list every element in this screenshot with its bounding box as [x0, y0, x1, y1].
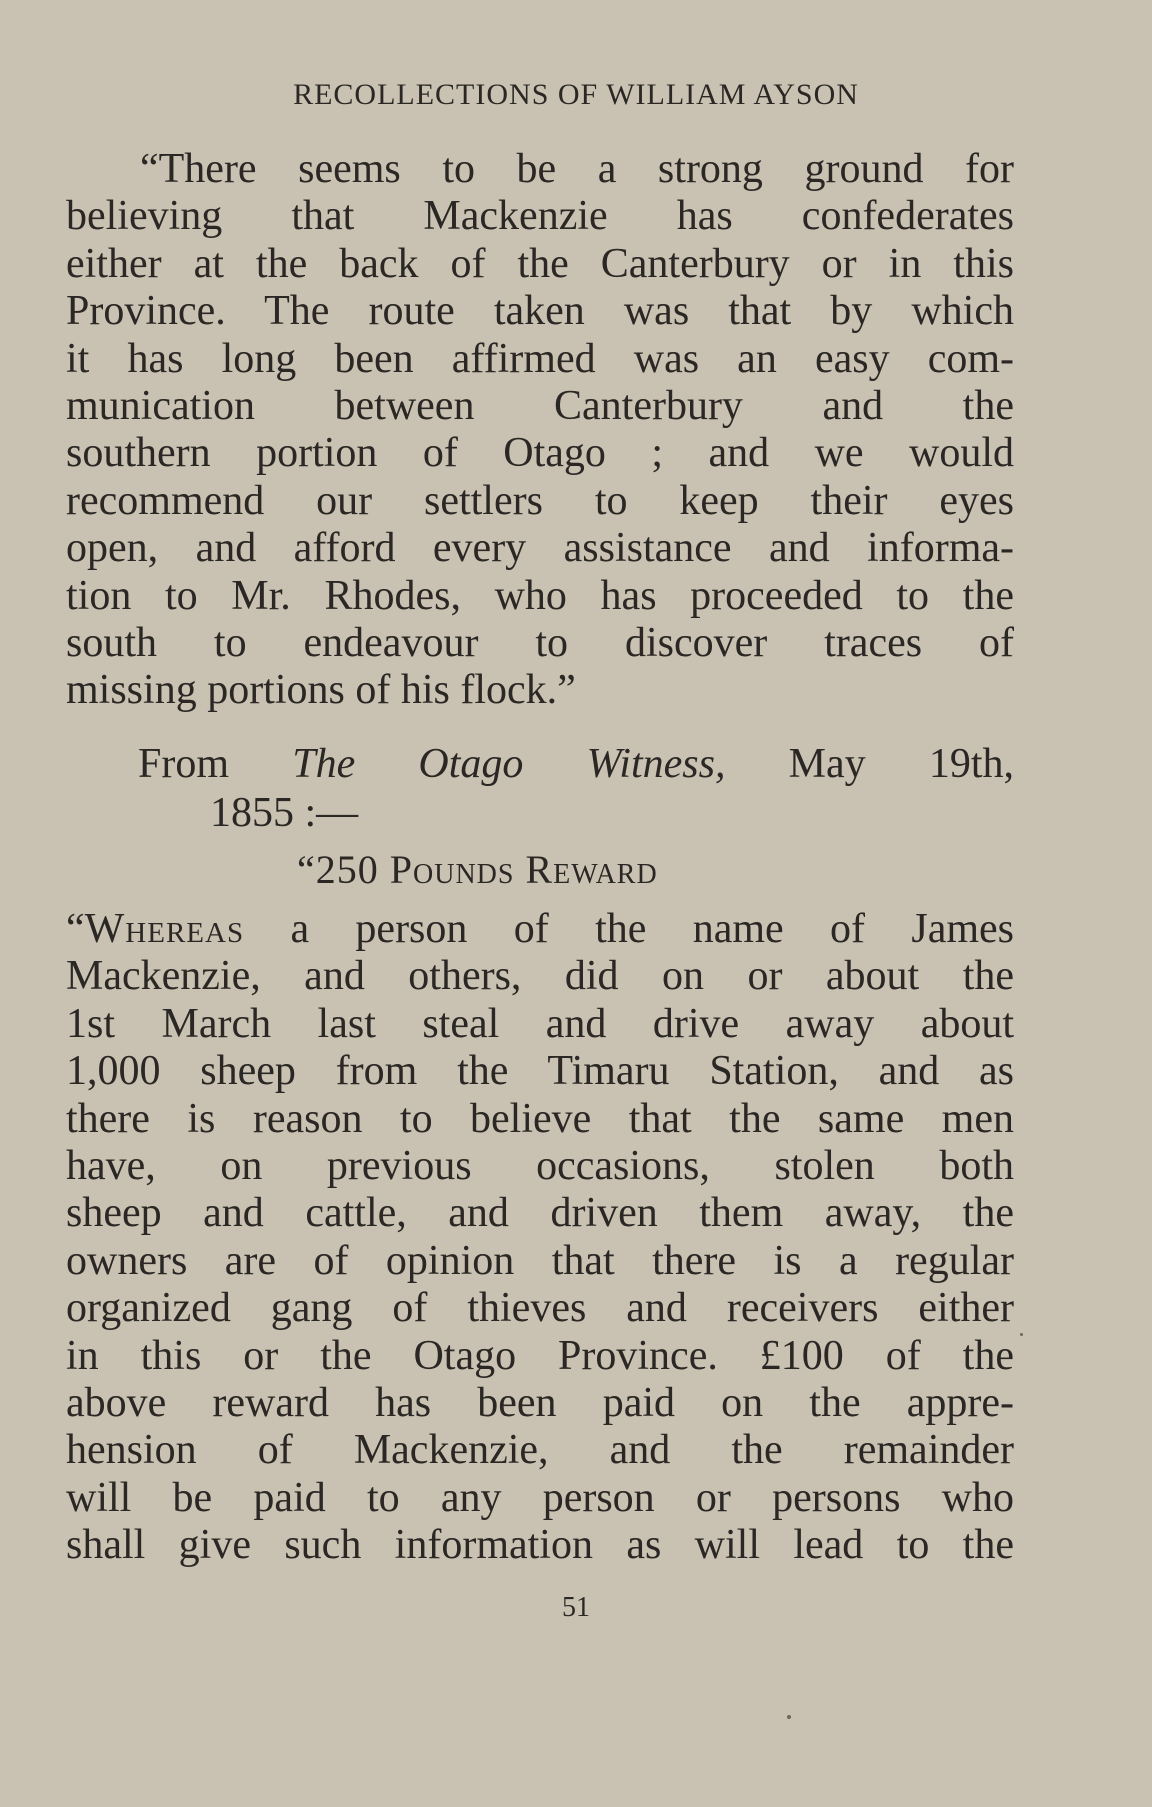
paragraph-line: Province. The route taken was that by which: [66, 288, 1014, 335]
paragraph-line: tion to Mr. Rhodes, who has proceeded to the: [66, 572, 1014, 619]
page-number: 51: [562, 1592, 590, 1623]
notice-line: will be paid to any person or persons who: [66, 1474, 1014, 1521]
notice-line: there is reason to believe that the same men: [66, 1095, 1014, 1142]
paragraph-line: recommend our settlers to keep their eyes: [66, 477, 1014, 524]
notice-line: organized gang of thieves and receivers either: [66, 1285, 1014, 1332]
paragraph-line: “There seems to be a strong ground for: [140, 146, 1014, 192]
source-date: May 19th,: [788, 741, 1015, 787]
notice-heading: “250 Pounds Reward: [297, 847, 658, 892]
paragraph-line: missing portions of his flock.”: [66, 667, 576, 714]
notice-line: above reward has been paid on the appre-: [66, 1379, 1014, 1426]
notice-first-line-rest: a person of the name of James: [244, 906, 1014, 952]
source-prefix: From: [138, 741, 230, 787]
paragraph-line: munication between Canterbury and the: [66, 382, 1014, 429]
notice-line: hension of Mackenzie, and the remainder: [66, 1427, 1014, 1474]
notice-text: [66, 906, 1014, 1569]
paragraph-line: believing that Mackenzie has confederates: [66, 193, 1014, 240]
paper-speck: [787, 1715, 791, 1719]
source-year: 1855 :—: [210, 790, 359, 836]
notice-line: sheep and cattle, and driven them away, the: [66, 1190, 1014, 1237]
paragraph-line: either at the back of the Canterbury or in this: [66, 240, 1014, 287]
paragraph-line: south to endeavour to discover traces of: [66, 619, 1014, 666]
notice-line: shall give such information as will lead to the: [66, 1522, 1014, 1569]
opening-quote: “: [66, 906, 85, 952]
notice-line: Mackenzie, and others, did on or about the: [66, 953, 1014, 1000]
paragraph-line: it has long been affirmed was an easy com-: [66, 335, 1014, 382]
notice-line: owners are of opinion that there is a regular: [66, 1237, 1014, 1284]
notice-line: 1,000 sheep from the Timaru Station, and as: [66, 1048, 1014, 1095]
source-citation: [138, 741, 1014, 788]
quoted-paragraph: [66, 146, 1014, 715]
notice-line: have, on previous occasions, stolen both: [66, 1142, 1014, 1189]
paper-speck: [1020, 1333, 1023, 1336]
notice-first-line: [66, 906, 1014, 953]
notice-first-word: Whereas: [84, 906, 245, 952]
running-head: RECOLLECTIONS OF WILLIAM AYSON: [293, 78, 859, 111]
paragraph-line: open, and afford every assistance and informa-: [66, 525, 1014, 572]
notice-line: 1st March last steal and drive away about: [66, 1000, 1014, 1047]
notice-line: in this or the Otago Province. £100 of the: [66, 1332, 1014, 1379]
publication-title: The Otago Witness,: [292, 741, 726, 787]
paragraph-line: southern portion of Otago ; and we would: [66, 430, 1014, 477]
